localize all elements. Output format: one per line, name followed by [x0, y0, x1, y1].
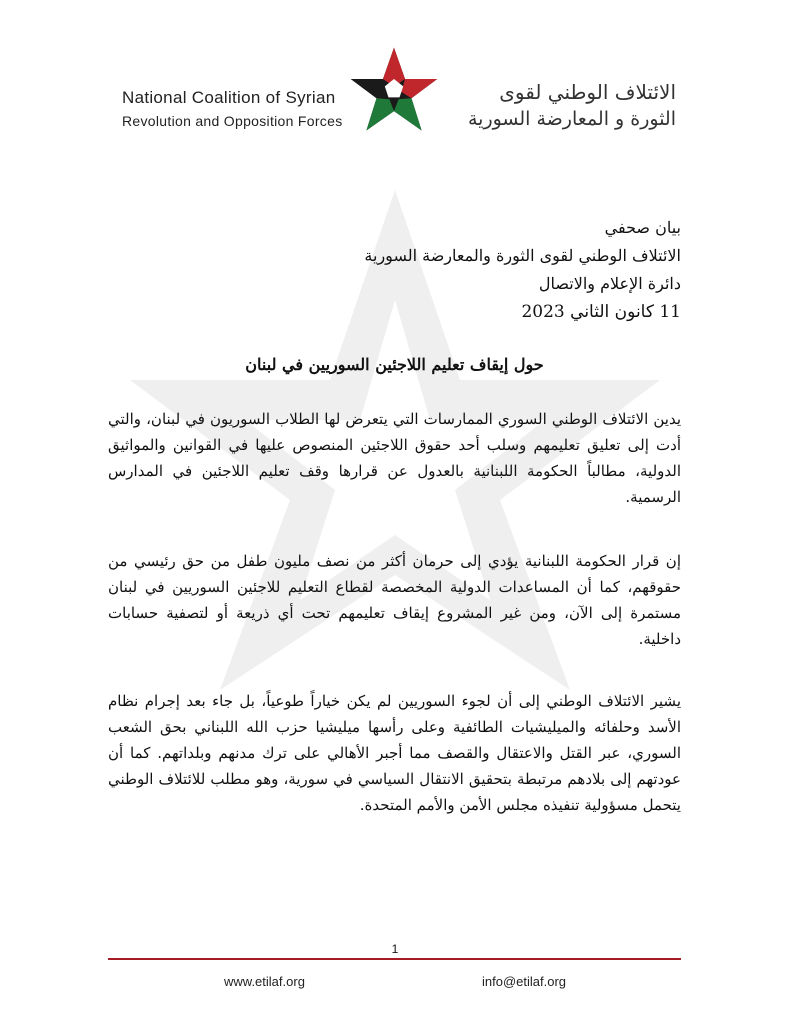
footer-divider [108, 958, 681, 960]
website-link[interactable]: www.etilaf.org [224, 974, 305, 989]
body-paragraph: إن قرار الحكومة اللبنانية يؤدي إلى حرمان أكثر من نصف مليون طفل من حق رئيسي من حقوقهم، كما أن المساعدات الدولية المخصصة لقطاع التعليم للاجئين السوريين في لبنان مستمرة إلى الآن، ومن غير المشروع إيقاف تعليمهم تحت أي ذريعة أو لتصفية حسابات داخلية. [108, 552, 681, 648]
org-name-arabic-line2: الثورة و المعارضة السورية [467, 108, 676, 130]
statement-date: 11 كانون الثاني 2023 [521, 302, 681, 322]
body-paragraph: يشير الائتلاف الوطني إلى أن لجوء السوريين لم يكن خياراً طوعياً، بل جاء بعد إجرام نظام الأسد وحلفائه والميليشيات الطائفية وعلى رأسها ميليشيا حزب الله اللبناني بحق الشعب السوري، عبر القتل والاعتقال والقصف مما أجبر الأهالي على ترك مدنهم وبلداتهم. كما أن عودتهم إلى بلادهم مرتبطة بتحقيق الانتقال السياسي في سورية، وهو مطلب للائتلاف الوطني يتحمل مسؤولية تنفيذه مجلس الأمن والأمم المتحدة. [108, 692, 681, 814]
statement-meta [364, 214, 681, 326]
email-link[interactable]: info@etilaf.org [482, 974, 567, 989]
body-paragraph: يدين الائتلاف الوطني السوري الممارسات التي يتعرض لها الطلاب السوريون في لبنان، والتي أدت إلى تعليق تعليمهم وسلب أحد حقوق اللاجئين المنصوص عليها في القوانين والمواثيق الدولية، مطالباً الحكومة اللبنانية بالعدول عن قرارها وقف تعليم اللاجئين في المدارس الرسمية. [108, 410, 681, 506]
org-name-arabic [440, 78, 676, 132]
statement-department: دائرة الإعلام والاتصال [538, 274, 681, 293]
statement-issuer: الائتلاف الوطني لقوى الثورة والمعارضة السورية [364, 246, 681, 265]
org-name-english-line1: National Coalition of Syrian [122, 88, 336, 107]
coalition-star-logo [348, 44, 440, 136]
document-title: حول إيقاف تعليم اللاجئين السوريين في لبنان [245, 355, 544, 374]
org-name-english [122, 86, 343, 132]
statement-type: بيان صحفي [604, 218, 681, 237]
page-number: 1 [391, 942, 399, 956]
org-name-english-line2: Revolution and Opposition Forces [122, 113, 343, 129]
org-name-arabic-line1: الائتلاف الوطني لقوى [499, 80, 676, 104]
